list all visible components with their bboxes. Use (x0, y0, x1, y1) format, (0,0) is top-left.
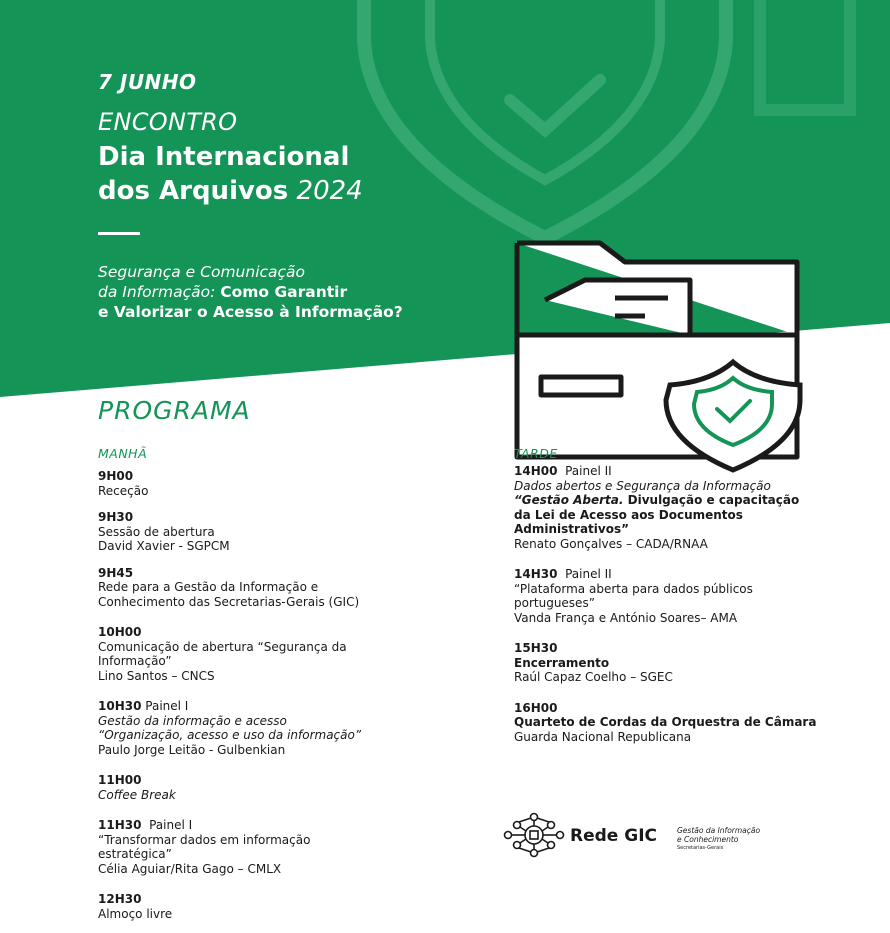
logo-name: Rede GIC (570, 826, 657, 846)
subtitle-line2-italic: da Informação: (98, 283, 216, 301)
event-subtitle (98, 262, 498, 322)
rede-gic-logo-icon (503, 812, 565, 858)
afternoon-label: TARDE (514, 446, 558, 461)
list-item: 14H30 Painel II “Plataforma aberta para dados públicos portugueses” Vanda França e António Soares– AMA (514, 567, 753, 625)
list-item: 11H00 Coffee Break (98, 773, 176, 802)
event-title-line1: Dia Internacional (98, 142, 350, 172)
list-item: 12H30 Almoço livre (98, 892, 173, 921)
afternoon-schedule (514, 464, 844, 756)
morning-schedule (98, 469, 408, 933)
subtitle-line2-bold: Como Garantir (220, 283, 348, 301)
list-item: 9H30 Sessão de abertura David Xavier - SGPCM (98, 510, 230, 553)
event-title-line2 (98, 174, 363, 208)
subtitle-line1: Segurança e Comunicação (98, 263, 306, 281)
list-item: 9H45 Rede para a Gestão da Informação e Conhecimento das Secretarias-Gerais (GIC) (98, 565, 360, 609)
event-title-bold: dos Arquivos (98, 176, 289, 206)
event-type: ENCONTRO (98, 108, 238, 136)
list-item: 11H30 Painel I “Transformar dados em informação estratégica” Célia Aguiar/Rita Gago – CMLX (98, 818, 311, 876)
event-date: 7 JUNHO (98, 70, 197, 94)
list-item: 9H00 Receção (98, 469, 149, 498)
list-item: 16H00 Quarteto de Cordas da Orquestra de Câmara Guarda Nacional Republicana (514, 700, 817, 744)
program-heading: PROGRAMA (98, 396, 251, 425)
divider (98, 232, 140, 235)
list-item: 14H00 Painel II Dados abertos e Segurança da Informação “Gestão Aberta. Divulgação e capacitação da Lei de Acesso aos Documentos Administrativos” Renato Gonçalves – CADA/RNAA (514, 464, 800, 551)
logo-tagline: Gestão da Informação e Conhecimento Secretarias-Gerais (677, 826, 761, 851)
list-item: 15H30 Encerramento Raúl Capaz Coelho – SGEC (514, 641, 673, 684)
subtitle-line3: e Valorizar o Acesso à Informação? (98, 303, 403, 321)
list-item: 10H30 Painel I Gestão da informação e acesso “Organização, acesso e uso da informação” Paulo Jorge Leitão - Gulbenkian (98, 699, 362, 757)
list-item: 10H00 Comunicação de abertura “Segurança da Informação” Lino Santos – CNCS (98, 625, 347, 683)
event-year: 2024 (296, 176, 363, 206)
morning-label: MANHÃ (98, 446, 148, 461)
